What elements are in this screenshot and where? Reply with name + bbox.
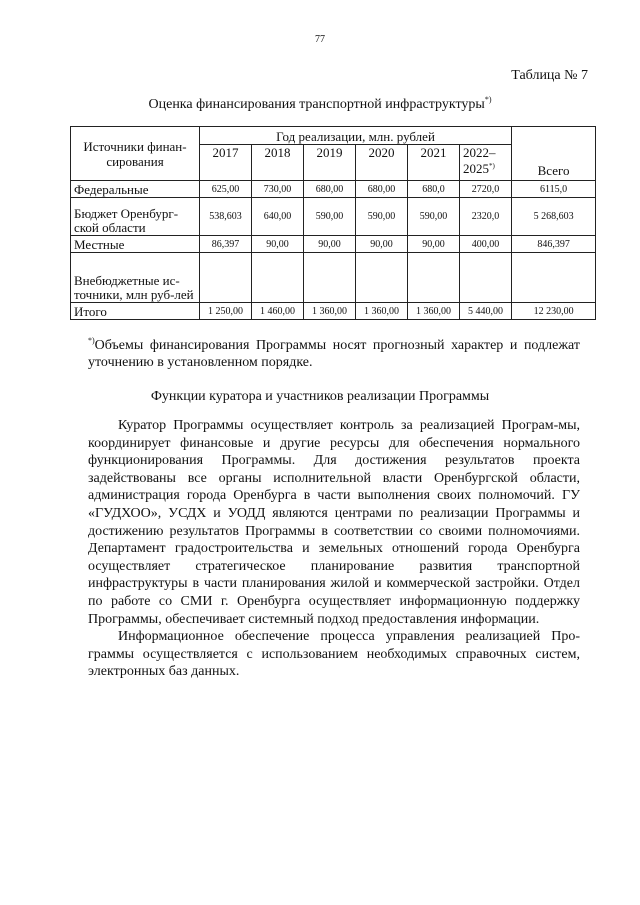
year-header: 2021 <box>408 145 460 181</box>
cell: 90,00 <box>408 236 460 253</box>
cell: 680,0 <box>408 181 460 198</box>
cell: 400,00 <box>460 236 512 253</box>
year-header: 2018 <box>252 145 304 181</box>
cell: 625,00 <box>200 181 252 198</box>
cell: 680,00 <box>356 181 408 198</box>
cell: 1 360,00 <box>356 303 408 320</box>
table-row-total <box>71 303 596 320</box>
year-header: 2017 <box>200 145 252 181</box>
total-header: Всего <box>512 127 596 181</box>
cell: 590,00 <box>304 198 356 236</box>
cell: 2320,0 <box>460 198 512 236</box>
years-header: Год реализации, млн. рублей <box>200 127 512 145</box>
section-title: Функции куратора и участников реализации Программы <box>150 389 490 404</box>
page-number: 77 <box>315 34 325 45</box>
table-title-text: Оценка финансирования транспортной инфраструктуры <box>148 97 485 112</box>
cell: 730,00 <box>252 181 304 198</box>
table-label: Таблица № 7 <box>511 68 588 83</box>
cell: 90,00 <box>252 236 304 253</box>
footnote <box>88 332 580 371</box>
cell <box>200 253 252 303</box>
table-title-mark: *) <box>484 95 492 104</box>
cell: 2720,0 <box>460 181 512 198</box>
cell: 90,00 <box>304 236 356 253</box>
cell: 846,397 <box>512 236 596 253</box>
cell: 86,397 <box>200 236 252 253</box>
row-source: Местные <box>71 236 200 253</box>
row-source: Федеральные <box>71 181 200 198</box>
cell <box>252 253 304 303</box>
source-header: Источники финан-сирования <box>71 127 200 181</box>
paragraph: Куратор Программы осуществляет контроль за реализацией Програм-мы, координирует финансовые и другие ресурсы для обеспечения нормального функционирования Программы. Для достижения результатов проекта задействованы все органы исполнительной власти Оренбургской области, администрация города Оренбурга в части выполнения своих полномочий. ГУ «ГУДХОО», УСДХ и УОДД являются центрами по реализации Программы и достижению результатов Программы в соответствии со своими полномочиями. Департамент градостроительства и земельных отношений города Оренбурга осуществляет стратегическое планирование развития транспортной инфраструктуры в части планирования жилой и коммерческой застройки. Отдел по работе со СМИ г. Оренбурга осуществляет информационную поддержку Программы, обеспечивает системный подход предоставления информации. <box>88 418 580 627</box>
cell: 590,00 <box>356 198 408 236</box>
cell: 640,00 <box>252 198 304 236</box>
table-row <box>71 236 596 253</box>
row-source: Итого <box>71 303 200 320</box>
cell: 1 460,00 <box>252 303 304 320</box>
cell: 1 250,00 <box>200 303 252 320</box>
footnote-mark: *) <box>88 336 95 345</box>
paragraph: Информационное обеспечение процесса управления реализацией Про-граммы осуществляется с использованием необходимых справочных систем, электронных баз данных. <box>88 629 580 680</box>
footnote-text: Объемы финансирования Программы носят прогнозный характер и подлежат уточнению в установленном порядке. <box>88 338 580 370</box>
cell: 5 440,00 <box>460 303 512 320</box>
cell <box>304 253 356 303</box>
table-row <box>71 253 596 303</box>
cell: 6115,0 <box>512 181 596 198</box>
cell: 1 360,00 <box>304 303 356 320</box>
year-header-last: 2022–2025*) <box>460 145 512 181</box>
cell <box>356 253 408 303</box>
body-text <box>88 417 580 681</box>
table-row <box>71 198 596 236</box>
row-source: Внебюджетные ис-точники, млн руб-лей <box>71 253 200 303</box>
cell <box>408 253 460 303</box>
year-header: 2020 <box>356 145 408 181</box>
cell: 12 230,00 <box>512 303 596 320</box>
cell: 538,603 <box>200 198 252 236</box>
cell: 90,00 <box>356 236 408 253</box>
table-title <box>0 95 640 113</box>
cell: 590,00 <box>408 198 460 236</box>
cell: 680,00 <box>304 181 356 198</box>
row-source: Бюджет Оренбург-ской области <box>71 198 200 236</box>
cell: 5 268,603 <box>512 198 596 236</box>
financing-table <box>70 126 596 320</box>
table-row <box>71 181 596 198</box>
year-header: 2019 <box>304 145 356 181</box>
cell <box>460 253 512 303</box>
cell: 1 360,00 <box>408 303 460 320</box>
cell <box>512 253 596 303</box>
